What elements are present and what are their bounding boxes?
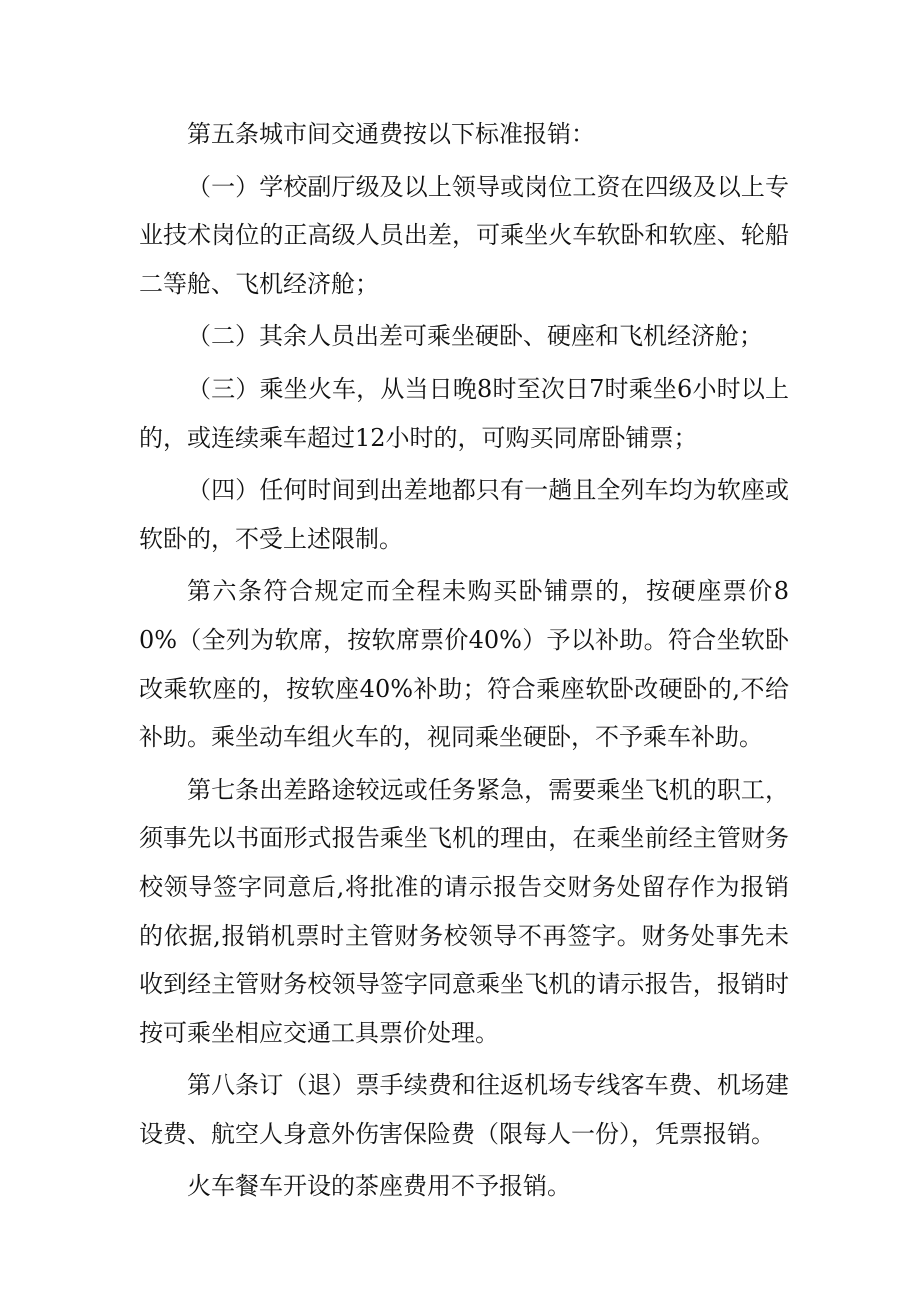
paragraph-article-6: 第六条符合规定而全程未购买卧铺票的，按硬座票价80%（全列为软席，按软席票价40%）予以补助。符合坐软卧改乘软座的，按软座40%补助；符合乘座软卧改硬卧的,不给补助。乘坐动车组火车的，视同乘坐硬卧，不予乘车补助。 [139,577,789,752]
paragraph-dining-car-note: 火车餐车开设的茶座费用不予报销。 [187,1172,571,1201]
paragraph-item-4: （四）任何时间到出差地都只有一趟且全列车均为软座或软卧的，不受上述限制。 [139,476,789,553]
paragraph-article-8: 第八条订（退）票手续费和往返机场专线客车费、机场建设费、航空人身意外伤害保险费（限每人一份），凭票报销。 [139,1071,789,1148]
paragraph-article-5: 第五条城市间交通费按以下标准报销： [187,120,595,148]
paragraph-item-1: （一）学校副厅级及以上领导或岗位工资在四级及以上专业技术岗位的正高级人员出差，可乘坐火车软卧和软座、轮船二等舱、飞机经济舱； [139,172,789,298]
paragraph-item-2: （二）其余人员出差可乘坐硬卧、硬座和飞机经济舱； [187,322,763,351]
document-body [139,110,789,1215]
paragraph-item-3: （三）乘坐火车，从当日晚8时至次日7时乘坐6小时以上的，或连续乘车超过12小时的，可购买同席卧铺票； [139,374,789,452]
paragraph-article-7: 第七条出差路途较远或任务紧急，需要乘坐飞机的职工，须事先以书面形式报告乘坐飞机的理由，在乘坐前经主管财务校领导签字同意后,将批准的请示报告交财务处留存作为报销的依据,报销机票时主管财务校领导不再签字。财务处事先未收到经主管财务校领导签字同意乘坐飞机的请示报告，报销时按可乘坐相应交通工具票价处理。 [139,775,789,1047]
